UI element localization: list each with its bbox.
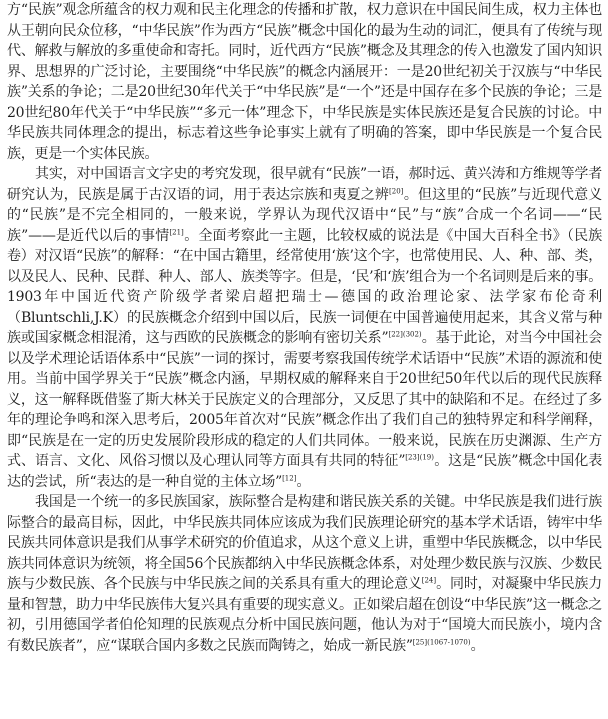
citation-ref: [20] xyxy=(389,186,404,195)
body-paragraph xyxy=(7,164,602,492)
citation-ref: [22](302) xyxy=(388,330,422,339)
paragraph-text: 。 xyxy=(296,473,311,490)
body-paragraph xyxy=(7,492,602,656)
paragraph-text: 。但这里的“民族”与近现代意义的“民族”是不完全相同的，一般来说，学界认为现代汉语中“民”与“族”合成一个名词——“民族”——是近代以后的事情 xyxy=(7,186,602,244)
citation-ref: [21] xyxy=(169,227,184,236)
citation-ref: [24] xyxy=(421,576,437,585)
paragraph-text: 我国是一个统一的多民族国家，族际整合是构建和谐民族关系的关键。中华民族是我们进行族际整合的最高目标，因此，中华民族共同体应该成为我们民族理论研究的基本学术话语，铸牢中华民族共同体意识是我们从事学术研究的价值追求，从这个意义上讲，重塑中华民族概念，以中华民族共同体意识为统领，将全国56个民族都纳入中华民族概念体系，对处理少数民族与汉族、少数民族与少数民族、各个民族与中华民族之间的关系具有重大的理论意义 xyxy=(7,494,602,592)
paragraph-text: 方“民族”观念所蕴含的权力观和民主化理念的传播和扩散，权力意识在中国民间生成，权力主体也从王朝向民众位移，“中华民族”作为西方“民族”概念中国化的最为生动的词汇，便具有了传统与现代、解救与解放的多重使命和寄托。同时，近代西方“民族”概念及其理念的传入也激发了国内知识界、思想界的广泛讨论，主要围绕“中华民族”的概念内涵展开：一是20世纪初关于汉族与“中华民族”关系的争论；二是20世纪30年代关于“中华民族”是“一个”还是中国存在多个民族的争论；三是20世纪80年代关于“中华民族”“多元一体”理念下，中华民族是实体民族还是复合民族的讨论。中华民族共同体理念的提出，标志着这些争论事实上就有了明确的答案，即中华民族是一个复合民族，更是一个实体民族。 xyxy=(7,2,602,162)
citation-ref: [25](1067-1070) xyxy=(412,637,471,646)
paragraph-text: 其实，对中国语言文字史的考究发现，很早就有“民族”一语，郝时远、黄兴涛和方维规等学者研究认为，民族是属于古汉语的词，用于表达宗族和夷夏之辨 xyxy=(7,166,602,203)
paragraph-text: 。全面考察此一主题，比较权威的说法是《中国大百科全书》（民族卷）对汉语“民族”的解释：“在中国古籍里，经常使用‘族’这个字，也常使用民、人、种、部、类，以及民人、民种、民群、种人、部人、族类等字。但是，‘民’和‘族’组合为一个名词则是后来的事。1903年中国近代资产阶级学者梁启超把瑞士—德国的政治理论家、法学家布伦奇利（Bluntschli,J.K）的民族概念介绍到中国以后，民族一词便在中国普遍使用起来，其含义常与种族或国家概念相混淆，这与西欧的民族概念的影响有密切关系” xyxy=(7,227,602,346)
paragraph-text: 。 xyxy=(470,637,485,654)
paragraph-text: 。这是“民族”概念中国化表达的尝试，所“表达的是一种自觉的主体立场” xyxy=(7,453,602,490)
paragraph-text: 。同时，对凝聚中华民族力量和智慧，助力中华民族伟大复兴具有重要的现实意义。正如梁启超在创设“中华民族”这一概念之初，引用德国学者伯伦知理的民族观点分析中国民族问题，他认为对于“国境大而民族小，境内含有数民族者”，应“谋联合国内多数之民族而陶铸之，始成一新民族” xyxy=(7,576,603,654)
paragraph-text: 。基于此论，对当今中国社会以及学术理论话语体系中“民族”一词的探讨，需要考察我国传统学术话语中“民族”术语的源流和使用。当前中国学界关于“民族”概念内涵，早期权威的解释来自于20世纪50年代以后的现代民族释义，这一解释既借鉴了斯大林关于民族定义的合理部分，又反思了其中的缺陷和不足。在经过了多年的理论争鸣和深入思考后，2005年首次对“民族”概念作出了我们自己的独特界定和科学阐释，即“民族是在一定的历史发展阶段形成的稳定的人们共同体。一般来说，民族在历史渊源、生产方式、语言、文化、风俗习惯以及心理认同等方面具有共同的特征” xyxy=(7,330,603,469)
body-paragraph xyxy=(7,0,602,164)
citation-ref: [23](19) xyxy=(405,453,434,462)
citation-ref: [12] xyxy=(282,473,297,482)
